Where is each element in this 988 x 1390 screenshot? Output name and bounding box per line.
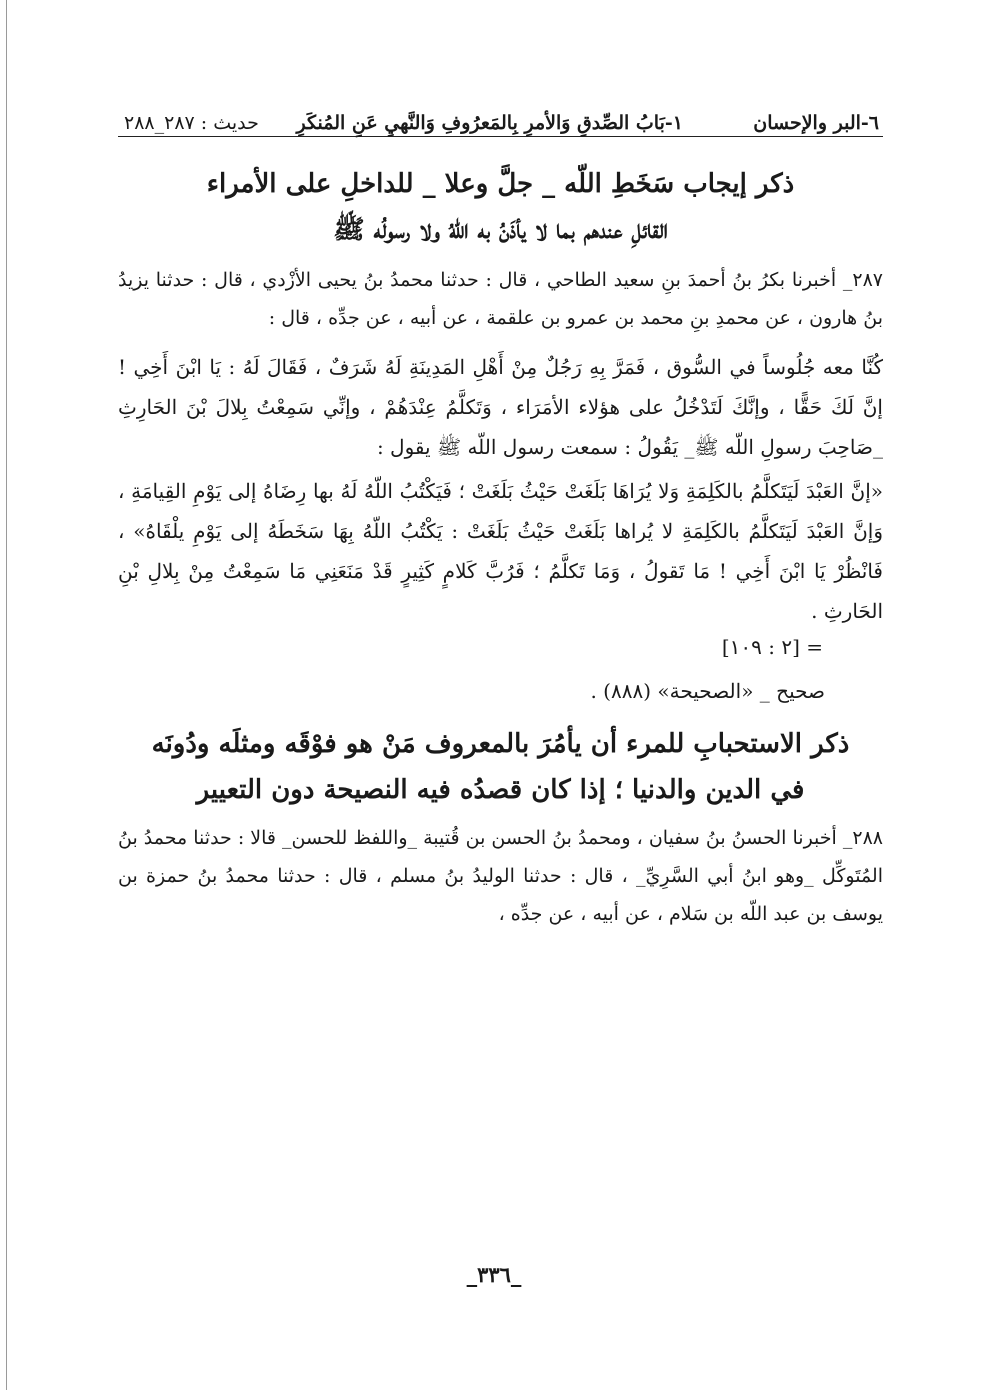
hadith-287-prophetic-text: «إنَّ العَبْدَ لَيَتَكلَّمُ بالكَلِمَةِ وَلا يُرَاهَا بَلَغَتْ حَيْثُ بَلَغَتْ ؛ فَيَكْتُبُ اللّهُ لَهُ بها رِضَاهُ إلى يَوْمِ القِيامَةِ ، وَإنَّ العَبْدَ لَيَتَكلَّمُ بالكَلِمَةِ لا يُراها بَلَغَتْ حَيْثُ بَلَغَتْ : يَكْتُبُ اللّهُ بِهَا سَخَطَهُ إلى يَوْمِ يلْقَاهُ» ، فَانْظُرْ يَا ابْنَ أَخِي ! مَا تَقولُ ، وَمَا تَكلَّمُ ؛ فَرُبَّ كَلامٍ كَثِيرٍ قَدْ مَنَعَنِي مَا سَمِعْتُ مِنْ بِلالِ بْنِ الحَارثِ . xyxy=(118,479,883,623)
scan-margin-line xyxy=(6,0,7,1390)
section-title: ١-بَابُ الصِّدقِ وَالأمرِ بِالمَعرُوفِ وَالنَّهيِ عَنِ المُنكَرِ xyxy=(296,112,683,134)
page-number: _٣٣٦_ xyxy=(466,1262,522,1287)
chapter-title: ٦-البر والإحسان xyxy=(753,112,879,134)
hadith-287-isnad: ٢٨٧_ أخبرنا بكرُ بنُ أحمدَ بنِ سعيد الطاحي ، قال : حدثنا محمدُ بنُ يحيى الأزْدي ، قال : حدثنا يزيدُ بنُ هارون ، عن محمدِ بنِ محمد بن عمرو بن علقمة ، عن أبيه ، عن جدِّه ، قال : xyxy=(118,269,883,329)
chapter-heading-line: في الدين والدنيا ؛ إذا كان قصدُه فيه النصيحة دون التعيير xyxy=(196,775,805,805)
hadith-287-grade: صحيح _ «الصحيحة» (٨٨٨) . xyxy=(590,679,825,703)
hadith-287-text: كُنَّا معه جُلُوساً في السُّوق ، فَمَرَّ بِهِ رَجُلٌ مِنْ أَهْلِ المَدِينَةِ لَهُ شَرَفٌ ، فَقَالَ لَهُ : يَا ابْنَ أَخِي ! إنَّ لَكَ حَقًّا ، وإنَّكَ لَتَدْخُلُ على هؤلاء الأمَرَاء ، وَتَكلَّمُ عِنْدَهُمْ ، وإنِّي سَمِعْتُ بِلالَ بْنَ الحَارِثِ _صَاحِبَ رسولِ اللّه ﷺ_ يَقُولُ : سمعت رسول اللّه ﷺ يقول : xyxy=(118,355,884,459)
chapter-heading-line: ذكر الاستحبابِ للمرء أن يأمُرَ بالمعروف مَنْ هو فوْقَه ومثلَه ودُونَه xyxy=(151,729,850,759)
chapter-heading-line: ذكر إيجاب سَخَطِ اللّه _ جلَّ وعلا _ للداخلِ على الأمراء xyxy=(206,169,795,199)
hadith-288-isnad: ٢٨٨_ أخبرنا الحسنُ بنُ سفيان ، ومحمدُ بنُ الحسن بن قُتيبة _واللفظ للحسن_ قالا : حدثنا محمدُ بنُ المُتَوكِّل _وهو ابنُ أبي السَّرِيِّ_ ، قال : حدثنا الوليدُ بنُ مسلم ، قال : حدثنا محمدُ بنُ حمزة بن يوسف بن عبد اللّه بن سَلام ، عن أبيه ، عن جدِّه ، xyxy=(118,827,883,925)
hadith-range: حديث : ٢٨٧_٢٨٨ xyxy=(124,112,259,134)
hadith-287-reference: = [٢ : ١٠٩] xyxy=(721,635,823,659)
book-page xyxy=(118,100,883,933)
running-header xyxy=(118,100,883,137)
chapter-heading-line: القائلِ عندهم بما لا يأذَنُ به اللّهُ ولا رسولُه ﷺ xyxy=(333,215,668,245)
